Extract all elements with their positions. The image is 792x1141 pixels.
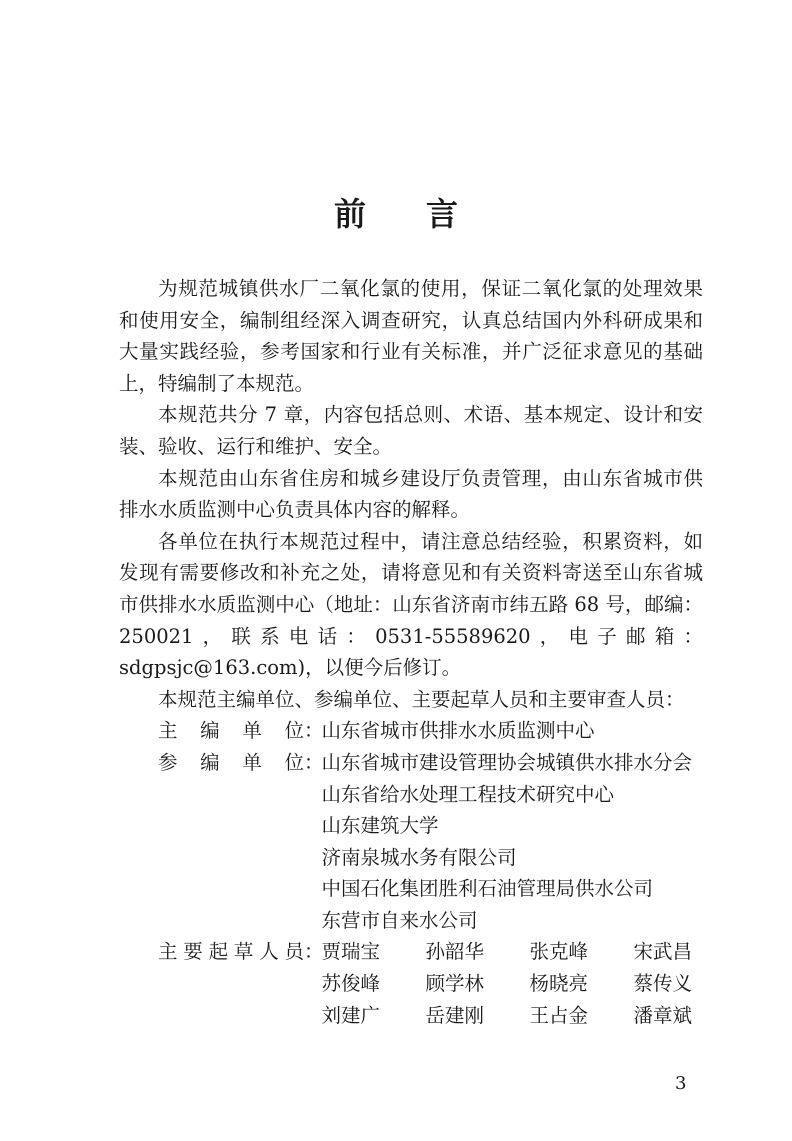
- drafters-colon: ：: [304, 940, 324, 964]
- preface-body: [119, 273, 703, 1031]
- chief-unit-label: 主编单位: [158, 719, 304, 743]
- paragraph-management: 本规范由山东省住房和城乡建设厅负责管理，由山东省城市供排水水质监测中心负责具体内容的解释。: [119, 466, 703, 522]
- drafter-name: 蔡传义: [633, 972, 693, 996]
- drafters-label: 主要起草人员: [158, 940, 304, 964]
- participating-unit: 东营市自来水公司: [321, 908, 478, 932]
- drafter-name: 王占金: [529, 1003, 589, 1027]
- participating-units-colon: ：: [304, 750, 324, 774]
- page-title: 前言: [333, 195, 518, 233]
- units-list: [119, 715, 703, 1031]
- chief-unit-colon: ：: [304, 719, 324, 743]
- drafters-line: [322, 968, 738, 1000]
- drafter-name: 孙韶华: [425, 940, 485, 964]
- drafter-name: 贾瑞宝: [321, 940, 381, 964]
- drafter-name: 苏俊峰: [321, 972, 381, 996]
- drafters-line: [322, 936, 738, 968]
- participating-unit: 济南泉城水务有限公司: [321, 845, 517, 869]
- participating-unit: 山东省城市建设管理协会城镇供水排水分会: [321, 750, 693, 774]
- chief-unit-value: 山东省城市供排水水质监测中心: [321, 719, 595, 743]
- drafter-name: 顾学林: [425, 972, 485, 996]
- participating-units-row: [119, 747, 703, 937]
- paragraph-purpose: 为规范城镇供水厂二氧化氯的使用，保证二氧化氯的处理效果和使用安全，编制组经深入调查研究，认真总结国内外科研成果和大量实践经验，参考国家和行业有关标准，并广泛征求意见的基础上，特编制了本规范。: [119, 277, 703, 395]
- chief-unit-row: [119, 715, 703, 747]
- drafter-name: 张克峰: [529, 940, 589, 964]
- participating-unit: 山东省给水处理工程技术研究中心: [321, 782, 615, 806]
- drafters-line: [322, 1000, 738, 1032]
- participating-unit: 山东建筑大学: [321, 814, 439, 838]
- page-number: 3: [675, 1073, 687, 1094]
- drafter-name: 宋武昌: [633, 940, 693, 964]
- drafter-name: 岳建刚: [425, 1003, 485, 1027]
- drafter-name: 刘建广: [321, 1003, 381, 1027]
- paragraph-chapters: 本规范共分 7 章，内容包括总则、术语、基本规定、设计和安装、验收、运行和维护、安全。: [119, 403, 703, 458]
- drafter-name: 潘章斌: [633, 1003, 693, 1027]
- participating-unit: 中国石化集团胜利石油管理局供水公司: [321, 877, 654, 901]
- drafters-row: [119, 936, 703, 1031]
- paragraph-feedback: 各单位在执行本规范过程中，请注意总结经验，积累资料，如发现有需要修改和补充之处，请将意见和有关资料寄送至山东省城市供排水水质监测中心（地址：山东省济南市纬五路 68 号，邮编：250021，联系电话：0531-55589620，电子邮箱：sdgpsjc@163.com)，以便今后修订。: [119, 529, 703, 680]
- paragraph-units-intro: 本规范主编单位、参编单位、主要起草人员和主要审查人员：: [158, 687, 685, 711]
- participating-units-label: 参编单位: [158, 750, 304, 774]
- drafter-name: 杨晓亮: [529, 972, 589, 996]
